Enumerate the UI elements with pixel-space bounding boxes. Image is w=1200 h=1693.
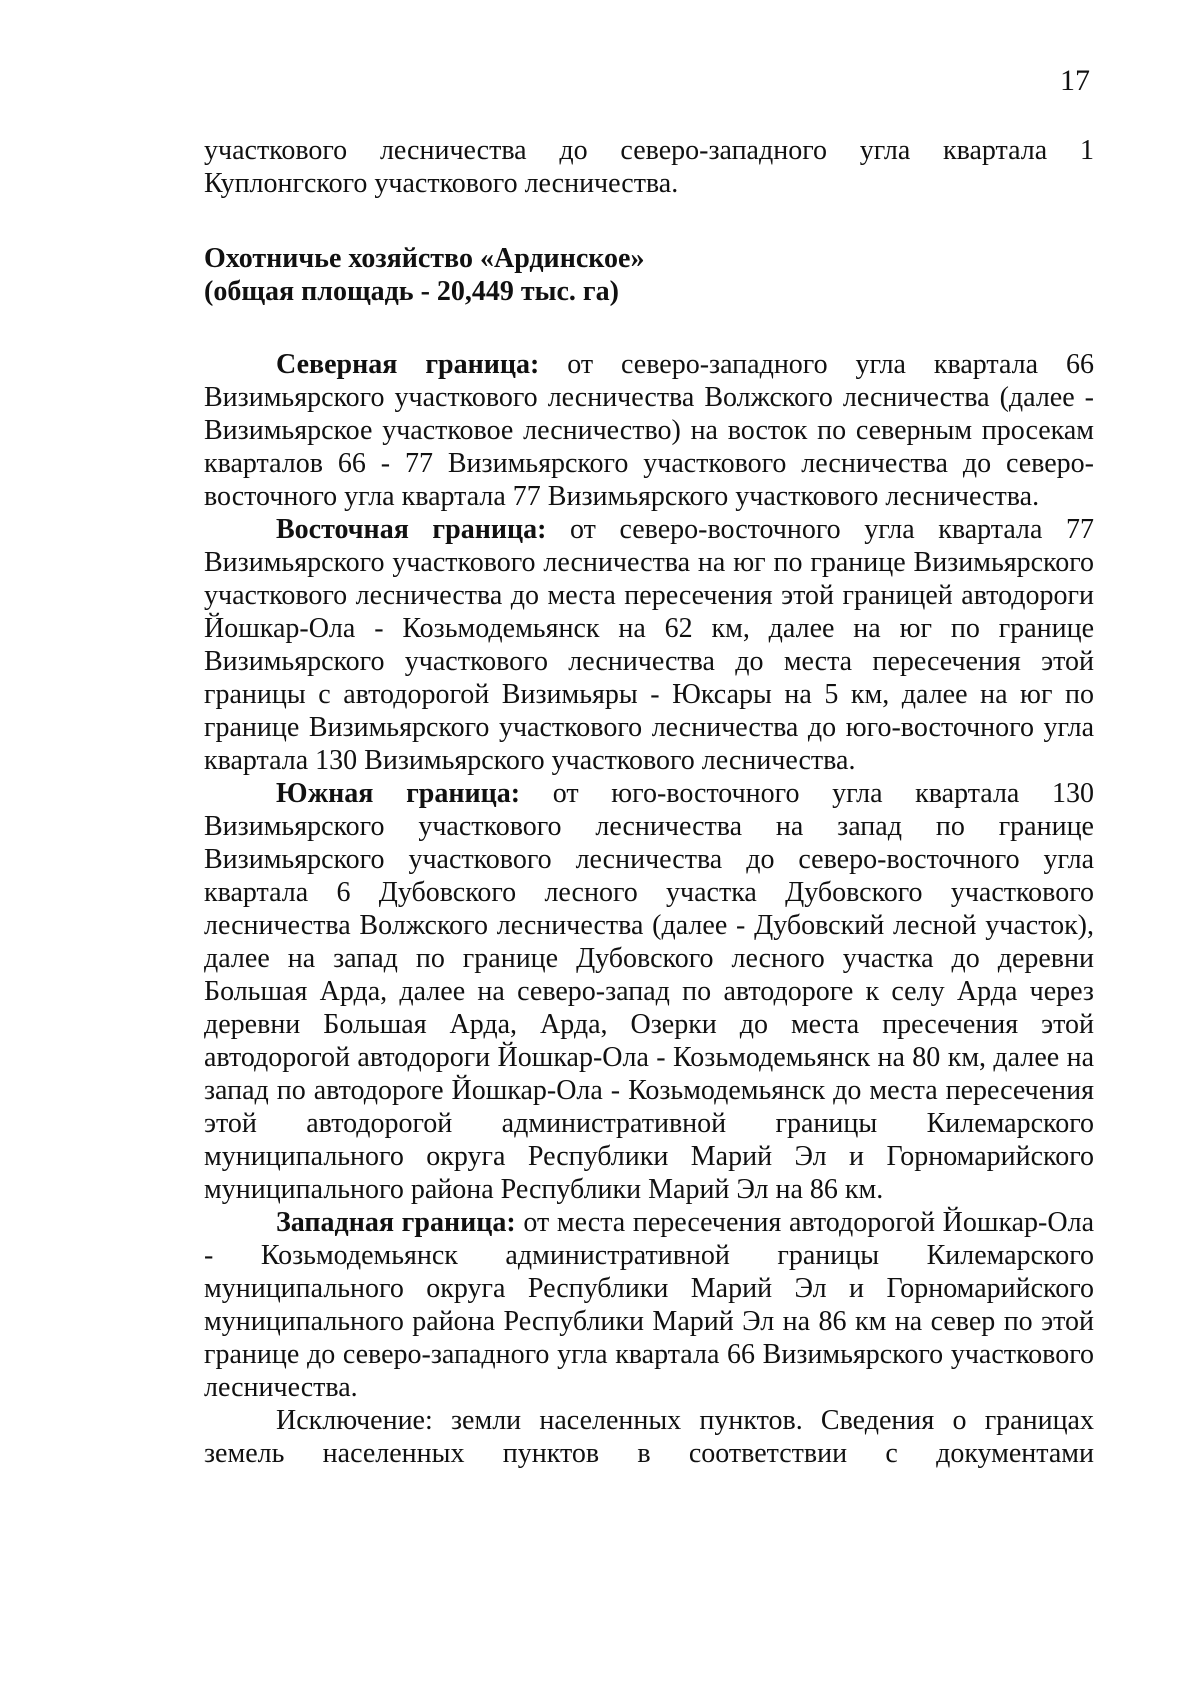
west-border-text: от места пересечения автодорогой Йошкар-Ола - Козьмодемьянск административной границы Килемарского муниципального округа Республики Марий Эл и Горномарийского муниципального района Республики Марий Эл на 86 км на север по этой границе до северо-западного угла квартала 66 Визимьярского участкового лесничества.	[204, 1207, 1095, 1403]
document-body	[204, 134, 1094, 1470]
east-border-label: Восточная граница:	[276, 514, 547, 545]
south-border-label: Южная граница:	[276, 778, 521, 809]
spacer	[204, 200, 1094, 242]
spacer	[204, 308, 1094, 348]
east-border-paragraph	[204, 513, 1094, 777]
page-number: 17	[1060, 64, 1090, 97]
west-border-paragraph	[204, 1206, 1094, 1404]
north-border-text: от северо-западного угла квартала 66 Визимьярского участкового лесничества Волжского лесничества (далее - Визимьярское участковое лесничество) на восток по северным просекам кварталов 66 - 77 Визимьярского участкового лесничества до северо-восточного угла квартала 77 Визимьярского участкового лесничества.	[204, 349, 1094, 512]
north-border-paragraph	[204, 348, 1094, 513]
north-border-label: Северная граница:	[276, 349, 540, 380]
west-border-label: Западная граница:	[276, 1207, 516, 1238]
continuation-paragraph: участкового лесничества до северо-западного угла квартала 1 Куплонгского участкового лесничества.	[204, 135, 1094, 199]
exclusion-paragraph: Исключение: земли населенных пунктов. Сведения о границах земель населенных пунктов в соответствии с документами	[204, 1405, 1094, 1469]
east-border-text: от северо-восточного угла квартала 77 Визимьярского участкового лесничества на юг по границе Визимьярского участкового лесничества до места пересечения этой границей автодороги Йошкар-Ола - Козьмодемьянск на 62 км, далее на юг по границе Визимьярского участкового лесничества до места пересечения этой границы с автодорогой Визимьяры - Юксары на 5 км, далее на юг по границе Визимьярского участкового лесничества до юго-восточного угла квартала 130 Визимьярского участкового лесничества.	[204, 514, 1094, 776]
section-title: Охотничье хозяйство «Ардинское»	[204, 243, 645, 274]
south-border-text: от юго-восточного угла квартала 130 Визимьярского участкового лесничества на запад по границе Визимьярского участкового лесничества до северо-восточного угла квартала 6 Дубовского лесного участка Дубовского участкового лесничества Волжского лесничества (далее - Дубовский лесной участок), далее на запад по границе Дубовского лесного участка до деревни Большая Арда, далее на северо-запад по автодороге к селу Арда через деревни Большая Арда, Арда, Озерки до места пресечения этой автодорогой автодороги Йошкар-Ола - Козьмодемьянск на 80 км, далее на запад по автодороге Йошкар-Ола - Козьмодемьянск до места пересечения этой автодорогой административной границы Килемарского муниципального округа Республики Марий Эл и Горномарийского муниципального района Республики Марий Эл на 86 км.	[204, 778, 1094, 1205]
south-border-paragraph	[204, 777, 1094, 1206]
section-subtitle: (общая площадь - 20,449 тыс. га)	[204, 276, 619, 307]
